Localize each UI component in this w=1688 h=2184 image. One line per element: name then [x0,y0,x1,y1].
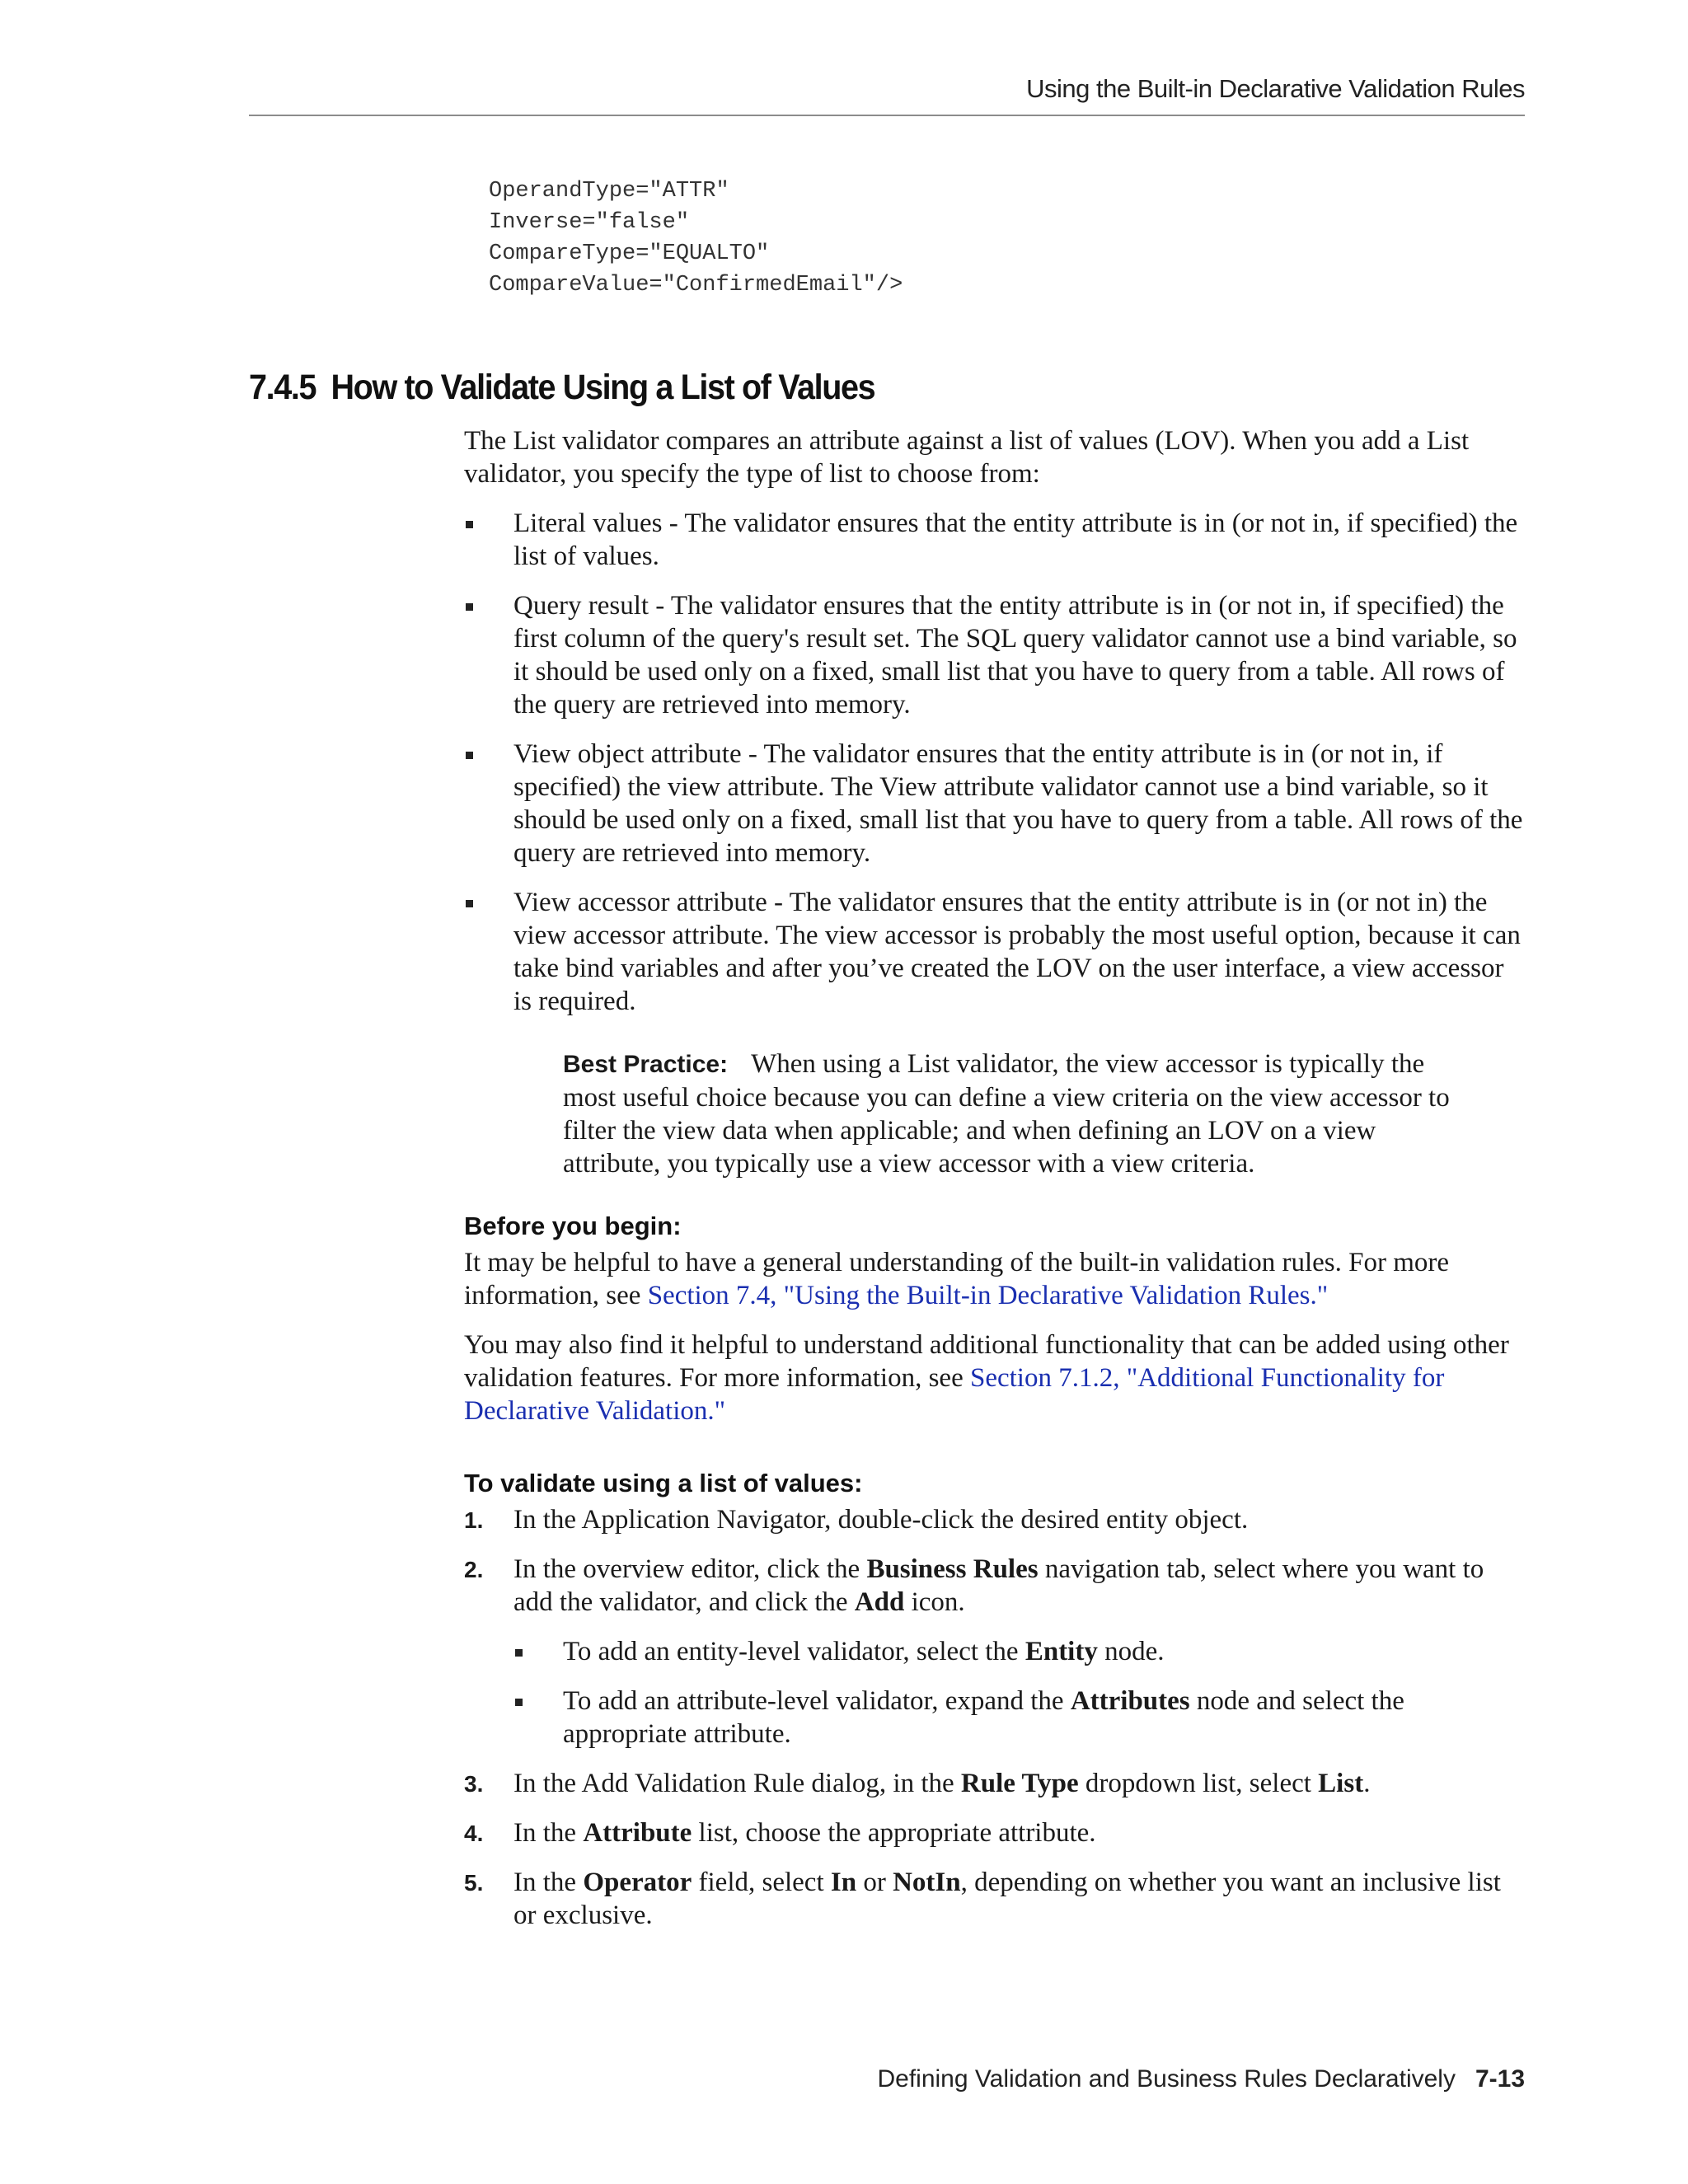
before-paragraph-2: You may also find it helpful to understand additional functionality that can be added using other validation features. For more information, see Section 7.1.2, "Additional Functionality for Declarative Validation." [464,1330,1509,1426]
list-item: View accessor attribute - The validator ensures that the entity attribute is in (or not in) the view accessor attribute. The view accessor is probably the most useful option, because it can take bind variables and after you’ve created the LOV on the user interface, a view accessor is required. [464,886,1527,1018]
bullet-square-icon [466,603,473,611]
header-divider [249,115,1525,116]
step-number: 5. [464,1870,484,1896]
step-item: 4. In the Attribute list, choose the appropriate attribute. [464,1816,1527,1849]
section-7-1-2-link[interactable]: Section 7.1.2, "Additional Functionality for Declarative Validation." [464,1363,1445,1426]
footer-title: Defining Validation and Business Rules Declaratively [877,2065,1456,2093]
list-item: View object attribute - The validator ensures that the entity attribute is in (or not in, if specified) the view attribute. The View attribute validator cannot use a bind variable, so it should be used only on a fixed, small list that you have to query from a table. All rows of the query are retrieved into memory. [464,738,1527,869]
best-practice-text: When using a List validator, the view accessor is typically the most useful choice because you can define a view criteria on the view accessor to filter the view data when applicable; and when defining an LOV on a view attribute, you typically use a view accessor with a view criteria. [563,1049,1450,1179]
list-item: Query result - The validator ensures that the entity attribute is in (or not in, if specified) the first column of the query's result set. The SQL query validator cannot use a bind variable, so it should be used only on a fixed, small list that you have to query from a table. All rows of the query are retrieved into memory. [464,589,1527,721]
procedure-heading: To validate using a list of values: [464,1469,863,1497]
before-you-begin-heading: Before you begin: [464,1212,682,1240]
code-line: CompareType="EQUALTO" [489,241,770,266]
section-7-4-link[interactable]: Section 7.4, "Using the Built-in Declarative Validation Rules." [647,1281,1329,1310]
page-number: 7-13 [1475,2065,1525,2093]
code-line: CompareValue="ConfirmedEmail"/> [489,273,903,298]
bullet-square-icon [466,521,473,528]
best-practice-label: Best Practice: [563,1051,729,1078]
intro-paragraph: The List validator compares an attribute against a list of values (LOV). When you add a List validator, you specify the type of list to choose from: [464,426,1470,489]
step-2-sub-bullets [513,1635,1527,1750]
list-item: To add an attribute-level validator, expand the Attributes node and select the appropriate attribute. [513,1685,1527,1750]
page-footer [249,2065,1525,2093]
code-line: Inverse="false" [489,210,690,235]
best-practice-note [563,1047,1478,1180]
before-paragraph-1: It may be helpful to have a general understanding of the built-in validation rules. For more information, see Section 7.4, "Using the Built-in Declarative Validation Rules." [464,1248,1449,1310]
step-item: 1. In the Application Navigator, double-click the desired entity object. [464,1503,1527,1536]
section-title: How to Validate Using a List of Values [331,368,875,407]
running-header: Using the Built-in Declarative Validation Rules [1026,74,1525,103]
list-item: Literal values - The validator ensures that the entity attribute is in (or not in, if specified) the list of values. [464,507,1527,573]
section-number: 7.4.5 [249,368,316,407]
step-item: 3. In the Add Validation Rule dialog, in the Rule Type dropdown list, select List. [464,1767,1527,1800]
step-item: 5. In the Operator field, select In or NotIn, depending on whether you want an inclusive list or exclusive. [464,1868,1501,1930]
step-number: 3. [464,1771,484,1797]
step-item: 2. In the overview editor, click the Business Rules navigation tab, select where you want to add the validator, and click the Add icon. To add an entity-level validator, select the Entity node. To add an attribute-level validator, expand the Attributes node and select the appropriate attribute. [464,1553,1527,1750]
section-body [464,424,1527,1948]
list-item: To add an entity-level validator, select the Entity node. [513,1635,1527,1668]
bullet-square-icon [515,1649,523,1657]
bullet-square-icon [466,752,473,759]
procedure-steps [464,1503,1527,1932]
section-heading [249,368,874,408]
list-type-bullets [464,507,1527,1018]
step-number: 4. [464,1821,484,1846]
bullet-square-icon [466,900,473,907]
step-number: 1. [464,1507,484,1533]
code-block [489,176,903,301]
bullet-square-icon [515,1699,523,1706]
step-number: 2. [464,1557,484,1582]
code-line: OperandType="ATTR" [489,179,729,204]
